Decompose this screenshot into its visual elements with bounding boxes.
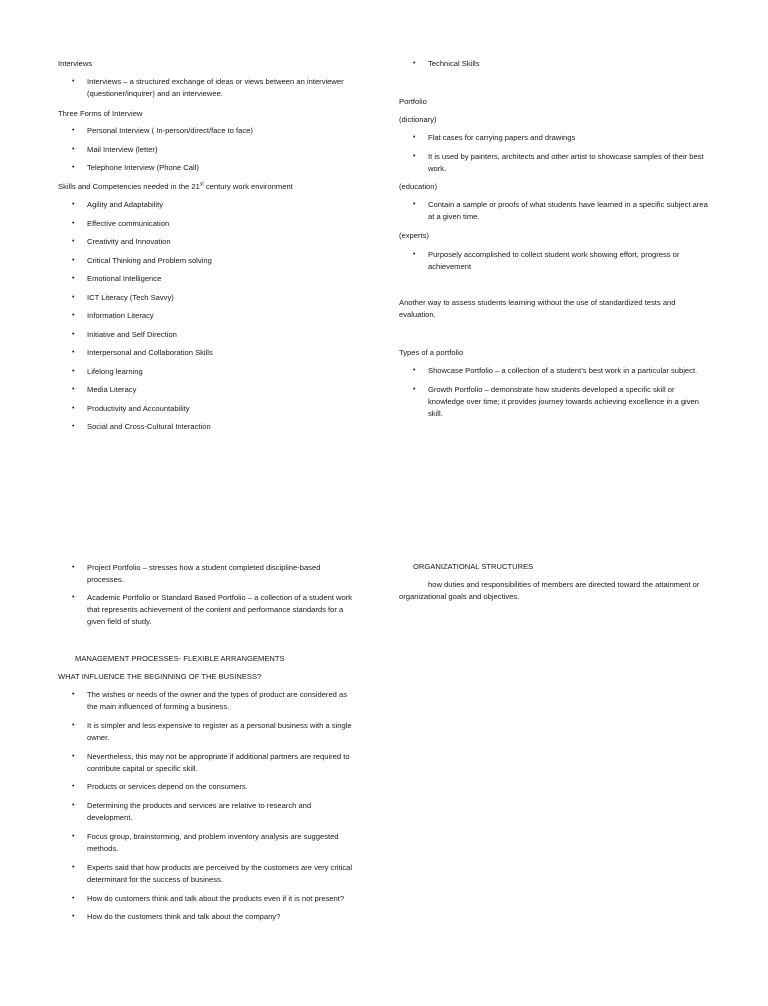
list-item: • Growth Portfolio – demonstrate how students developed a specific skill or knowledge over time; it provides journey towards achieving excellence in a given skill.	[399, 384, 709, 420]
list-item: • Focus group, brainstorming, and problem inventory analysis are suggested methods.	[58, 831, 354, 855]
skills-list	[58, 199, 354, 440]
list-item: • Products or services depend on the consumers.	[58, 781, 354, 793]
list-item: • Experts said that how products are perceived by the customers are very critical determinant for the success of business.	[58, 862, 354, 886]
interview-forms-list	[58, 125, 354, 181]
dictionary-list	[399, 132, 709, 181]
dictionary-heading: (dictionary)	[399, 115, 437, 124]
interviews-list	[58, 76, 354, 106]
management-processes-heading: MANAGEMENT PROCESSES- FLEXIBLE ARRANGEMENTS	[75, 654, 285, 663]
assess-paragraph: Another way to assess students learning without the use of standardized tests and evaluation.	[399, 298, 676, 319]
list-item: • Emotional Intelligence	[58, 273, 354, 285]
portfolio-types-list	[399, 365, 709, 426]
list-item: • How do customers think and talk about the products even if it is not present?	[58, 893, 354, 905]
list-item: • Creativity and Innovation	[58, 236, 354, 248]
list-item: • Academic Portfolio or Standard Based Portfolio – a collection of a student work that represents achievement of the content and performance standards for a given field of study.	[58, 592, 354, 628]
organizational-structures-heading: ORGANIZATIONAL STRUCTURES	[413, 562, 534, 571]
list-item: • Agility and Adaptability	[58, 199, 354, 211]
interview-forms-heading: Three Forms of Interview	[58, 109, 143, 118]
experts-heading: (experts)	[399, 231, 429, 240]
education-heading: (education)	[399, 182, 437, 191]
portfolio-types-heading: Types of a portfolio	[399, 348, 464, 357]
list-item: • Lifelong learning	[58, 366, 354, 378]
list-item: • Interpersonal and Collaboration Skills	[58, 347, 354, 359]
list-item: • Determining the products and services are relative to research and development.	[58, 800, 354, 824]
technical-skills-list	[399, 58, 709, 76]
list-item: • Project Portfolio – stresses how a student completed discipline-based processes.	[58, 562, 354, 586]
list-item: • Critical Thinking and Problem solving	[58, 255, 354, 267]
list-item: • It is used by painters, architects and other artist to showcase samples of their best work.	[399, 151, 709, 175]
list-item: • Contain a sample or proofs of what students have learned in a specific subject area at a given time.	[399, 199, 709, 223]
list-item: • Media Literacy	[58, 384, 354, 396]
organizational-structures-paragraph: how duties and responsibilities of members are directed toward the attainment or organizational goals and objectives.	[399, 580, 700, 601]
list-item: • Personal Interview ( In-person/direct/face to face)	[58, 125, 354, 137]
education-list	[399, 199, 709, 229]
list-item: • Effective communication	[58, 218, 354, 230]
list-item: • Interviews – a structured exchange of ideas or views between an interviewer (questioner/inquirer) and an interviewee.	[58, 76, 354, 100]
list-item: • Productivity and Accountability	[58, 403, 354, 415]
list-item: • Social and Cross-Cultural Interaction	[58, 421, 354, 433]
list-item: • It is simpler and less expensive to register as a personal business with a single owner.	[58, 720, 354, 744]
interviews-heading: Interviews	[58, 59, 93, 68]
list-item: • Nevertheless, this may not be appropriate if additional partners are required to contribute capital or specific skill.	[58, 751, 354, 775]
skills-heading: Skills and Competencies needed in the 21st century work environment	[58, 181, 293, 191]
list-item: • Telephone Interview (Phone Call)	[58, 162, 354, 174]
list-item: • Information Literacy	[58, 310, 354, 322]
portfolio-heading: Portfolio	[399, 97, 427, 106]
list-item: • Technical Skills	[399, 58, 709, 70]
list-item: • Showcase Portfolio – a collection of a student’s best work in a particular subject.	[399, 365, 709, 377]
list-item: • How do the customers think and talk about the company?	[58, 911, 354, 923]
list-item: • Purposely accomplished to collect student work showing effort, progress or achievement	[399, 249, 709, 273]
experts-list	[399, 249, 709, 279]
list-item: • Initiative and Self Direction	[58, 329, 354, 341]
list-item: • Mail Interview (letter)	[58, 144, 354, 156]
business-influence-list	[58, 689, 354, 930]
list-item: • The wishes or needs of the owner and the types of product are considered as the main influenced of forming a business.	[58, 689, 354, 713]
list-item: • Flat cases for carrying papers and drawings	[399, 132, 709, 144]
business-influence-heading: WHAT INFLUENCE THE BEGINNING OF THE BUSINESS?	[58, 672, 262, 681]
portfolio-kinds-list	[58, 562, 354, 634]
list-item: • ICT Literacy (Tech Savvy)	[58, 292, 354, 304]
